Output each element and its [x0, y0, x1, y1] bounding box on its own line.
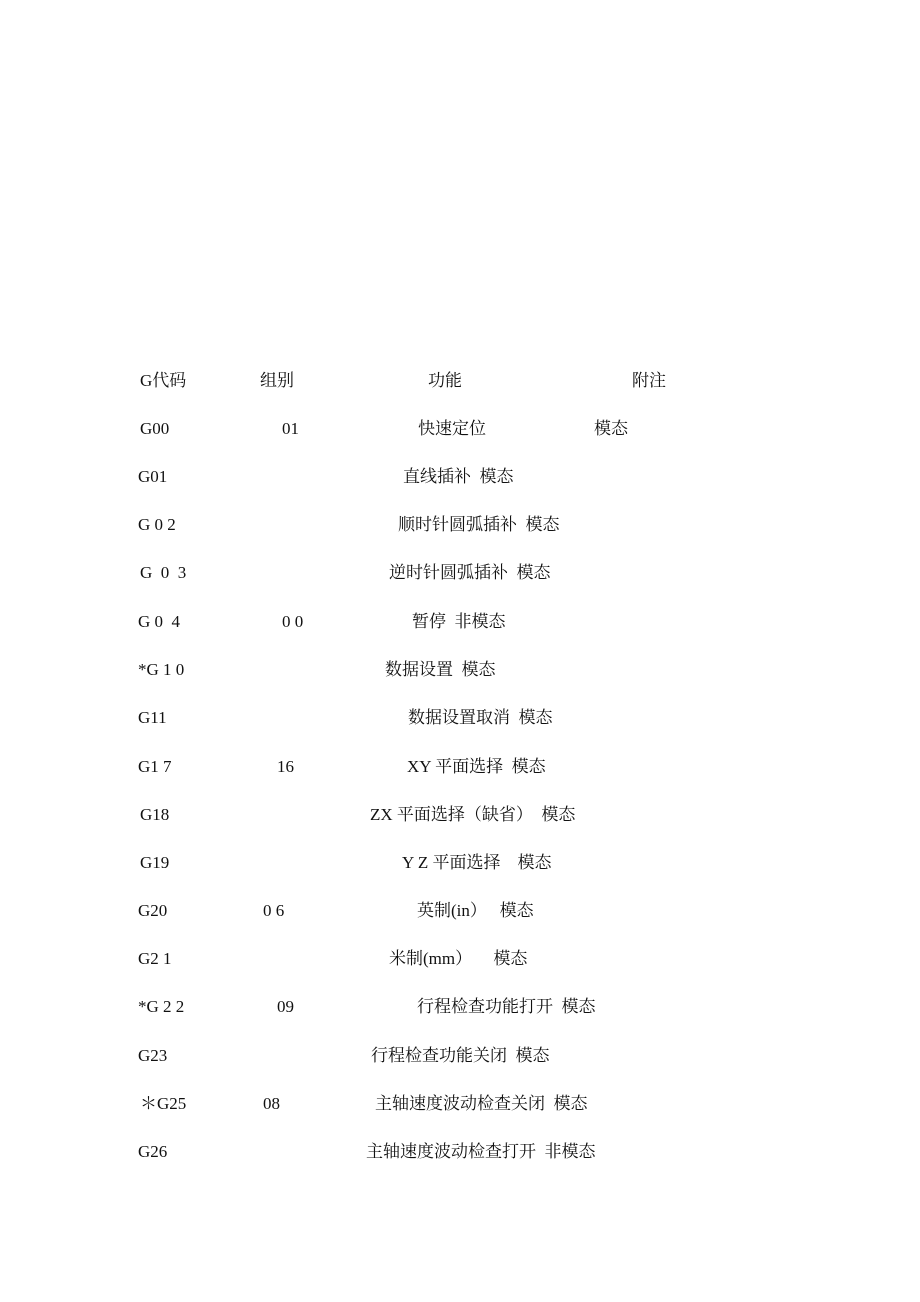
row-group: 0 0: [282, 612, 304, 631]
row-code: G23: [138, 1046, 168, 1065]
row-function-note: 米制(mm） 模态: [389, 949, 528, 968]
row-group: 01: [282, 419, 299, 438]
row-function-note: 行程检查功能关闭 模态: [371, 1046, 550, 1065]
row-code: G19: [140, 853, 170, 872]
row-function-note: 英制(in） 模态: [417, 901, 534, 920]
row-function-note: 数据设置 模态: [385, 660, 496, 679]
header-code: G代码: [140, 371, 187, 390]
row-code: ＊G25: [140, 1094, 187, 1113]
row-code: G26: [138, 1142, 168, 1161]
row-code: G1 7: [138, 757, 172, 776]
row-function-note: 直线插补 模态: [403, 467, 514, 486]
row-function-note: 数据设置取消 模态: [408, 708, 553, 727]
row-group: 09: [277, 997, 294, 1016]
row-function-note: XY 平面选择 模态: [407, 757, 546, 776]
row-code: G01: [138, 467, 168, 486]
row-code: G11: [138, 708, 167, 727]
row-code: G2 1: [138, 949, 172, 968]
row-code: G 0 2: [138, 515, 176, 534]
row-note: 模态: [594, 419, 628, 438]
row-function-note: 主轴速度波动检查打开 非模态: [366, 1142, 596, 1161]
row-code: G 0 3: [140, 563, 187, 582]
row-group: 08: [263, 1094, 280, 1113]
row-code: G00: [140, 419, 170, 438]
row-function-note: 行程检查功能打开 模态: [417, 997, 596, 1016]
header-group: 组别: [260, 371, 294, 390]
row-code: G18: [140, 805, 170, 824]
header-function: 功能: [428, 371, 462, 390]
row-code: G 0 4: [138, 612, 181, 631]
row-function-note: Y Z 平面选择 模态: [402, 853, 552, 872]
row-group: 16: [277, 757, 294, 776]
row-function-note: 暂停 非模态: [412, 612, 506, 631]
row-group: 0 6: [263, 901, 285, 920]
row-code: G20: [138, 901, 168, 920]
row-function-note: 主轴速度波动检查关闭 模态: [375, 1094, 588, 1113]
row-code: *G 2 2: [138, 997, 185, 1016]
header-note: 附注: [632, 371, 666, 390]
row-function-note: ZX 平面选择（缺省） 模态: [370, 805, 576, 824]
row-function: 快速定位: [418, 419, 486, 438]
row-function-note: 逆时针圆弧插补 模态: [389, 563, 551, 582]
row-code: *G 1 0: [138, 660, 185, 679]
row-function-note: 顺时针圆弧插补 模态: [398, 515, 560, 534]
